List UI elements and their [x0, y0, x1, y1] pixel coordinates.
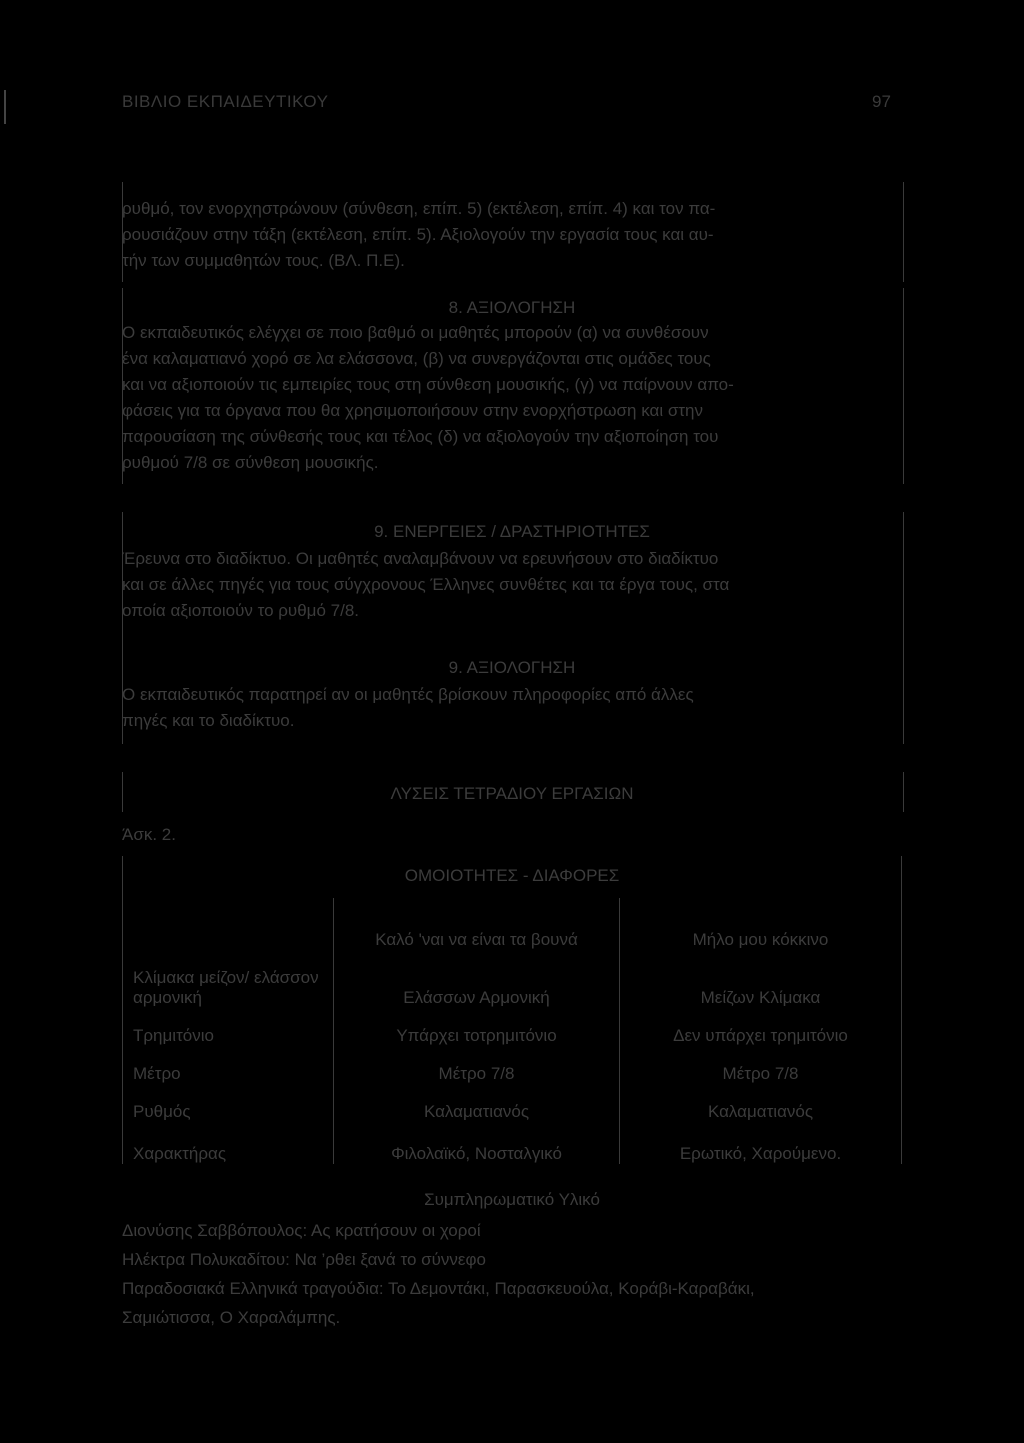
table-row: [123, 950, 902, 1008]
comparison-table: [122, 856, 902, 1164]
paragraph-line: Ο εκπαιδευτικός ελέγχει σε ποιο βαθμό οι μαθητές μπορούν (α) να συνθέσουν: [122, 323, 709, 342]
table-row: [123, 1084, 902, 1122]
cell: Καλαματιανός: [334, 1084, 620, 1122]
evaluation-paragraph: [122, 320, 912, 476]
paragraph-line: τήν των συμμαθητών τους. (ΒΛ. Π.Ε).: [122, 251, 405, 270]
table-row: [123, 1122, 902, 1164]
activities-paragraph: [122, 546, 912, 624]
supplementary-list: [122, 1216, 922, 1332]
cell: Μέτρο 7/8: [620, 1046, 902, 1084]
paragraph-line: και σε άλλες πηγές για τους σύγχρονους Έλληνες συνθέτες και τα έργα τους, στα: [122, 575, 730, 594]
cell: Ερωτικό, Χαρούμενο.: [620, 1122, 902, 1164]
row-label: Ρυθμός: [123, 1084, 334, 1122]
page-number: 97: [872, 92, 891, 111]
activities-heading: 9. ΕΝΕΡΓΕΙΕΣ / ΔΡΑΣΤΗΡΙΟΤΗΤΕΣ: [374, 522, 650, 541]
row-label: Τρημιτόνιο: [123, 1008, 334, 1046]
row-label: Κλίμακα μείζον/ ελάσσον αρμονική: [123, 950, 334, 1008]
header-margin-mark: [4, 90, 6, 124]
paragraph-line: οποία αξιοποιούν το ρυθμό 7/8.: [122, 601, 360, 620]
paragraph-line: ρουσιάζουν στην τάξη (εκτέλεση, επίπ. 5). Αξιολογούν την εργασία τους και αυ-: [122, 225, 714, 244]
row-label: Μέτρο: [123, 1046, 334, 1084]
cell: Καλαματιανός: [620, 1084, 902, 1122]
paragraph-line: και να αξιοποιούν τις εμπειρίες τους στη σύνθεση μουσικής, (γ) να παίρνουν απο-: [122, 375, 734, 394]
cell: Υπάρχει τοτρημιτόνιο: [334, 1008, 620, 1046]
paragraph-line: πηγές και το διαδίκτυο.: [122, 711, 295, 730]
activities-evaluation-paragraph: [122, 682, 912, 734]
cell: Φιλολαϊκό, Νοσταλγικό: [334, 1122, 620, 1164]
paragraph-line: Ο εκπαιδευτικός παρατηρεί αν οι μαθητές βρίσκουν πληροφορίες από άλλες: [122, 685, 694, 704]
list-item: Σαμιώτισσα, Ο Χαραλάμπης.: [122, 1308, 341, 1327]
paragraph-line: φάσεις για τα όργανα που θα χρησιμοποιήσουν στην ενορχήστρωση και στην: [122, 401, 703, 420]
table-title: ΟΜΟΙΟΤΗΤΕΣ - ΔΙΑΦΟΡΕΣ: [404, 866, 620, 885]
exercise-label: Άσκ. 2.: [122, 825, 176, 844]
table-header-row: [123, 898, 902, 950]
row-label: Χαρακτήρας: [123, 1122, 334, 1164]
paragraph-line: Έρευνα στο διαδίκτυο. Οι μαθητές αναλαμβάνουν να ερευνήσουν στο διαδίκτυο: [122, 549, 719, 568]
header-blank-cell: [123, 898, 334, 950]
paragraph-line: ρυθμού 7/8 σε σύνθεση μουσικής.: [122, 453, 379, 472]
column-header: Μήλο μου κόκκινο: [620, 898, 902, 950]
table-title-row: [123, 856, 902, 898]
paragraph-line: παρουσίαση της σύνθεσής τους και τέλος (δ) να αξιολογούν την αξιοποίηση του: [122, 427, 719, 446]
cell: Δεν υπάρχει τρημιτόνιο: [620, 1008, 902, 1046]
top-paragraph: [122, 196, 912, 274]
table-row: [123, 1046, 902, 1084]
table-row: [123, 1008, 902, 1046]
cell: Μείζων Κλίμακα: [620, 950, 902, 1008]
paragraph-line: ρυθμό, τον ενορχηστρώνουν (σύνθεση, επίπ. 5) (εκτέλεση, επίπ. 4) και τον πα-: [122, 199, 716, 218]
book-title: ΒΙΒΛΙΟ ΕΚΠΑΙΔΕΥΤΙΚΟΥ: [122, 92, 329, 111]
list-item: Παραδοσιακά Ελληνικά τραγούδια: Το Δεμοντάκι, Παρασκευούλα, Κοράβι-Καραβάκι,: [122, 1279, 755, 1298]
evaluation-heading: 8. ΑΞΙΟΛΟΓΗΣΗ: [448, 298, 576, 317]
solutions-heading: ΛΥΣΕΙΣ ΤΕΤΡΑΔΙΟΥ ΕΡΓΑΣΙΩΝ: [390, 784, 634, 803]
list-item: Διονύσης Σαββόπουλος: Ας κρατήσουν οι χοροί: [122, 1221, 481, 1240]
paragraph-line: ένα καλαματιανό χορό σε λα ελάσσονα, (β) να συνεργάζονται στις ομάδες τους: [122, 349, 711, 368]
cell: Μέτρο 7/8: [334, 1046, 620, 1084]
activities-evaluation-heading: 9. ΑΞΙΟΛΟΓΗΣΗ: [448, 658, 576, 677]
column-header: Καλό 'ναι να είναι τα βουνά: [334, 898, 620, 950]
supplementary-heading: Συμπληρωματικό Υλικό: [424, 1190, 600, 1209]
list-item: Ηλέκτρα Πολυκαδίτου: Να ’ρθει ξανά το σύννεφο: [122, 1250, 486, 1269]
cell: Ελάσσων Αρμονική: [334, 950, 620, 1008]
